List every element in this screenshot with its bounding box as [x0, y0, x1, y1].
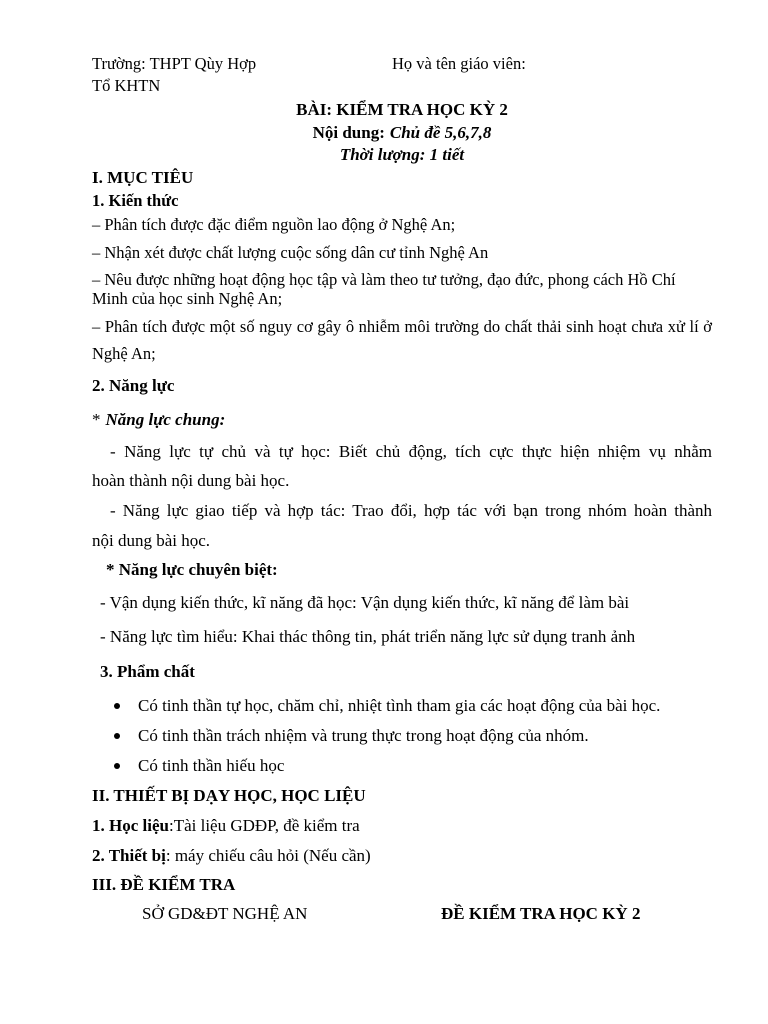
general-competence-line: nội dung bài học. — [92, 531, 211, 550]
equipment-line — [92, 846, 371, 866]
quality-item: Có tinh thần tự học, chăm chỉ, nhiệt tình tham gia các hoạt động của bài học. — [138, 696, 661, 715]
knowledge-line: – Nêu được những hoạt động học tập và làm theo tư tưởng, đạo đức, phong cách Hồ Chí — [92, 270, 676, 289]
department-group: Tổ KHTN — [92, 76, 161, 95]
section-materials-heading: II. THIẾT BỊ DẠY HỌC, HỌC LIỆU — [92, 786, 366, 805]
content-value: Chủ đề 5,6,7,8 — [389, 123, 492, 142]
general-competence-heading — [92, 410, 225, 430]
bullet-icon — [114, 733, 120, 739]
general-competence-label: Năng lực chung: — [105, 410, 226, 429]
knowledge-line: – Phân tích được một số nguy cơ gây ô nhiễm môi trường do chất thải sinh hoạt chưa xử lí ở — [92, 317, 712, 336]
general-competence-line: - Năng lực giao tiếp và hợp tác: Trao đổi, hợp tác với bạn trong nhóm hoàn thành — [110, 501, 712, 520]
competence-heading: 2. Năng lực — [92, 376, 175, 395]
teacher-name-label: Họ và tên giáo viên: — [392, 54, 526, 73]
quality-item: Có tinh thần trách nhiệm và trung thực trong hoạt động của nhóm. — [138, 726, 589, 745]
quality-item: Có tinh thần hiếu học — [138, 756, 285, 775]
school-name: Trường: THPT Qùy Hợp — [92, 54, 257, 73]
knowledge-line: Minh của học sinh Nghệ An; — [92, 289, 283, 308]
content-label: Nội dung: — [312, 123, 385, 142]
equipment-label: 2. Thiết bị — [92, 846, 166, 865]
exam-title: ĐỀ KIỂM TRA HỌC KỲ 2 — [441, 904, 641, 923]
knowledge-line: – Phân tích được đặc điểm nguồn lao động ở Nghệ An; — [92, 215, 456, 234]
qualities-heading: 3. Phẩm chất — [100, 662, 195, 681]
asterisk-marker: * — [92, 410, 101, 429]
lesson-title: BÀI: KIỂM TRA HỌC KỲ 2 — [296, 100, 508, 119]
equipment-value: : máy chiếu câu hỏi (Nếu cần) — [165, 846, 371, 865]
general-competence-line: - Năng lực tự chủ và tự học: Biết chủ động, tích cực thực hiện nhiệm vụ nhằm — [110, 442, 712, 461]
duration: Thời lượng: 1 tiết — [339, 145, 465, 164]
exam-department: SỞ GD&ĐT NGHỆ AN — [142, 904, 308, 923]
specific-competence-line: - Năng lực tìm hiểu: Khai thác thông tin, phát triển năng lực sử dụng tranh ảnh — [100, 627, 636, 646]
content-line — [92, 123, 712, 143]
knowledge-line: Nghệ An; — [92, 344, 156, 363]
specific-competence-heading: * Năng lực chuyên biệt: — [106, 560, 278, 579]
knowledge-heading: 1. Kiến thức — [92, 191, 179, 210]
bullet-icon — [114, 763, 120, 769]
knowledge-line: – Nhận xét được chất lượng cuộc sống dân cư tỉnh Nghệ An — [92, 243, 489, 262]
section-objectives-heading: I. MỤC TIÊU — [92, 168, 194, 187]
resources-line — [92, 816, 360, 836]
section-exam-heading: III. ĐỀ KIỂM TRA — [92, 875, 236, 894]
general-competence-line: hoàn thành nội dung bài học. — [92, 471, 290, 490]
bullet-icon — [114, 703, 120, 709]
resources-label: 1. Học liệu — [92, 816, 169, 835]
resources-value: :Tài liệu GDĐP, đề kiểm tra — [168, 816, 360, 835]
specific-competence-line: - Vận dụng kiến thức, kĩ năng đã học: Vận dụng kiến thức, kĩ năng để làm bài — [100, 593, 630, 612]
